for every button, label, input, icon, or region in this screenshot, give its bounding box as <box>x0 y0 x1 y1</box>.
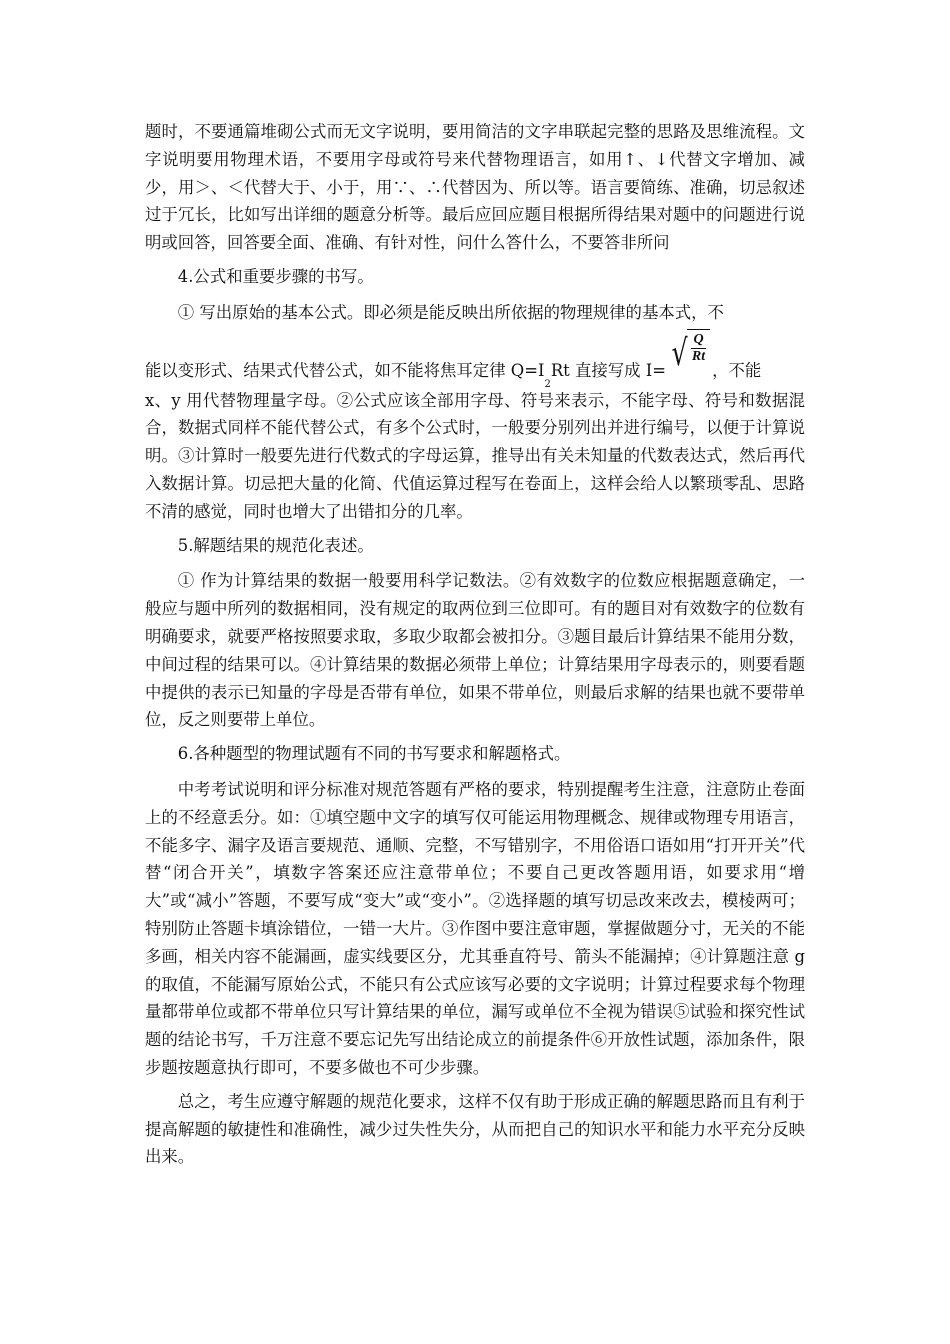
formula-text-before: 能以变形式、结果式代替公式，如不能将焦耳定律 Q=I <box>145 360 545 380</box>
formula-text-middle: Rt 直接写成 I= <box>550 360 666 380</box>
section-heading-5: 5.解题结果的规范化表述。 <box>177 535 374 555</box>
document-page <box>145 118 805 1177</box>
paragraph-6: 中考考试说明和评分标准对规范答题有严格的要求，特别提醒考生注意，注意防止卷面上的不经意丢分。如：①填空题中文字的填写仅可能运用物理概念、规律或物理专用语言，不能多字、漏字及语言要规范、通顺、完整，不写错别字，不用俗语口语如用“打开开关”代替“闭合开关”，填数字答案还应注意带单位；不要自己更改答题用语，如要求用“增大”或“减小”答题，不要写成“变大”或“变小”。②选择题的填写切忌改来改去，模棱两可；特别防止答题卡填涂错位，一错一大片。③作图中要注意审题，掌握做题分寸，无关的不能多画，相关内容不能漏画，虚实线要区分，尤其垂直符号、箭头不能漏掉；④计算题注意 g 的取值，不能漏写原始公式，不能只有公式应该写必要的文字说明；计算过程要求每个物理量都带单位或都不带单位只写计算结果的单位，漏写或单位不全视为错误⑤试验和探究性试题的结论书写，千万注意不要忘记先写出结论成立的前提条件⑥开放性试题，添加条件，限步题按题意执行即可，不要多做也不可少步骤。 <box>145 779 805 1077</box>
section-heading-6: 6.各种题型的物理试题有不同的书写要求和解题格式。 <box>177 744 571 764</box>
formula-text-after: ，不能 <box>712 360 762 380</box>
section-heading-4: 4.公式和重要步骤的书写。 <box>177 266 374 286</box>
paragraph-continuation: 题时，不要通篇堆砌公式而无文字说明，要用简洁的文字串联起完整的思路及思维流程。文字说明要用物理术语，不要用字母或符号来代替物理语言，如用↑、↓代替文字增加、减少，用＞、＜代替大于、小于，用∵、∴代替因为、所以等。语言要简练、准确，切忌叙述过于冗长，比如写出详细的题意分析等。最后应回应题目根据所得结果对题中的问题进行说明或回答，回答要全面、准确、有针对性，问什么答什么，不要答非所问 <box>145 122 805 253</box>
paragraph-4-first-line: ① 写出原始的基本公式。即必须是能反映出所依据的物理规律的基本式，不 <box>177 302 724 322</box>
fraction-numerator: Q <box>693 331 704 347</box>
paragraph-conclusion: 总之，考生应遵守解题的规范化要求，这样不仅有助于形成正确的解题思路而且有利于提高解题的敏捷性和准确性，减少过失性失分，从而把自己的知识水平和能力水平充分反映出来。 <box>145 1091 805 1167</box>
paragraph-4-rest: x、y 用代替物理量字母。②公式应该全部用字母、符号来表示，不能字母、符号和数据混合，数据式同样不能代替公式，有多个公式时，一般要分别列出并进行编号，以便于计算说明。③计算时一般要先进行代数式的字母运算，推导出有关未知量的代数表达式，然后再代入数据计算。切忌把大量的化简、代值运算过程写在卷面上，这样会给人以繁琐零乱、思路不清的感觉，同时也增大了出错扣分的几率。 <box>145 390 805 521</box>
formula-line: 能以变形式、结果式代替公式，如不能将焦耳定律 Q=I 2 Rt 直接写成 I= √ $\frac{Q}{Rt}$ ，不能 <box>145 323 805 385</box>
fraction-denominator: Rt <box>691 348 706 364</box>
paragraph-5: ① 作为计算结果的数据一般要用科学记数法。②有效数字的位数应根据题意确定，一般应与题中所列的数据相同，没有规定的取两位到三位即可。有的题目对有效数字的位数有明确要求，就要严格按照要求取，多取少取都会被扣分。③题目最后计算结果不能用分数，中间过程的结果可以。④计算结果的数据必须带上单位；计算结果用字母表示的，则要看题中提供的表示已知量的字母是否带有单位，如果不带单位，则最后求解的结果也就不要带单位，反之则要带上单位。 <box>145 571 805 730</box>
sqrt-formula <box>668 329 710 379</box>
sqrt-fraction <box>687 329 710 379</box>
sqrt-radical-icon: √ <box>671 332 688 374</box>
